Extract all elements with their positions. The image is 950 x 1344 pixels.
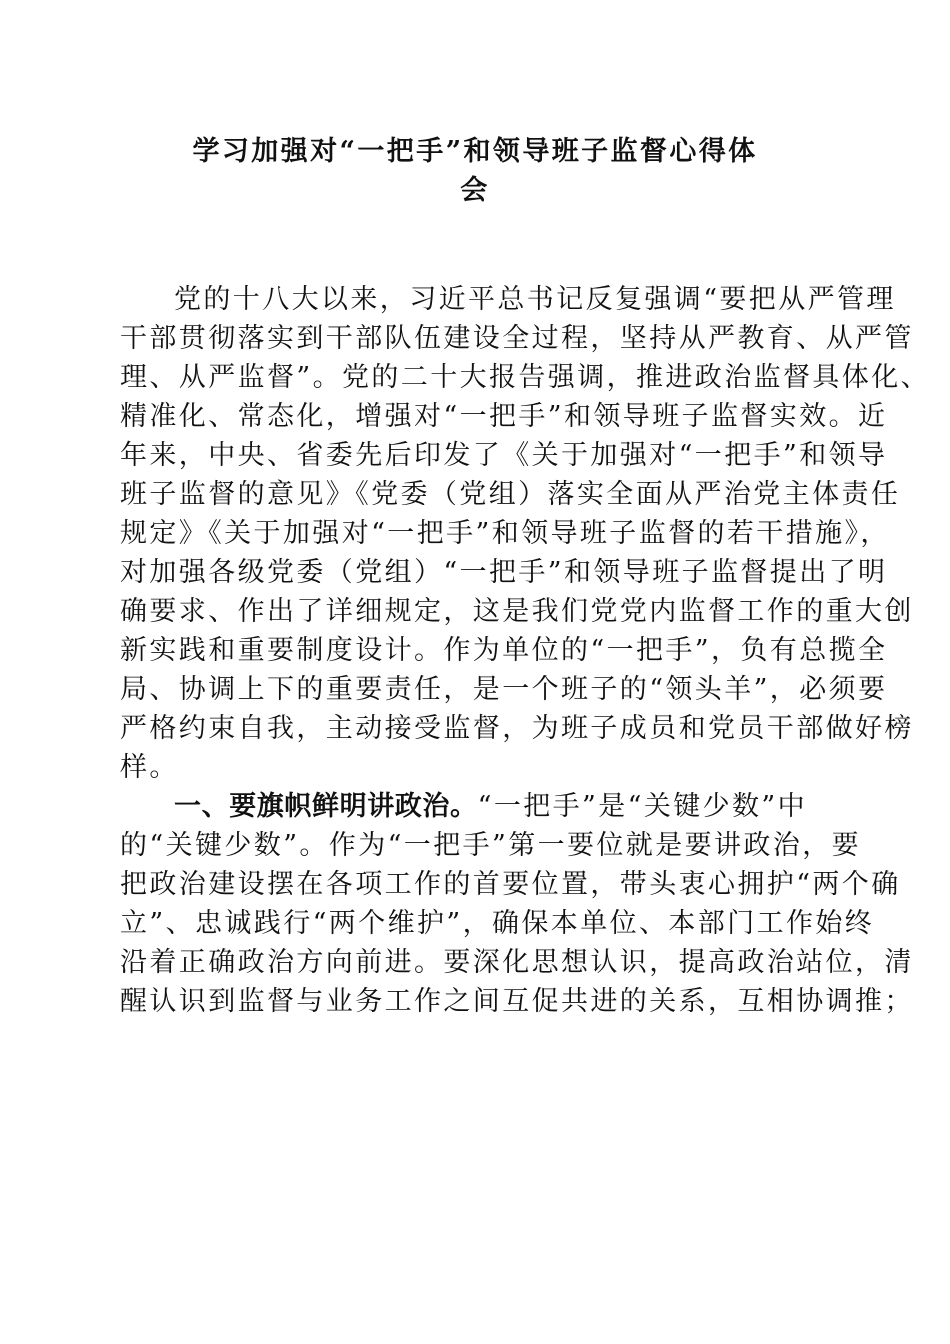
- paragraph-line: 样。: [120, 752, 179, 783]
- paragraph-line: 对加强各级党委（党组）“一把手”和领导班子监督提出了明: [120, 557, 888, 588]
- paragraph-intro: [120, 280, 931, 787]
- paragraph-section-1: [120, 787, 914, 1021]
- paragraph-line: 党的十八大以来，习近平总书记反复强调“要把从严管理: [174, 284, 896, 315]
- paragraph-line: 醒认识到监督与业务工作之间互促共进的关系，互相协调推；: [120, 986, 914, 1017]
- paragraph-line: 把政治建设摆在各项工作的首要位置，带头衷心拥护“两个确: [120, 869, 901, 900]
- paragraph-line: 规定》《关于加强对“一把手”和领导班子监督的若干措施》，: [120, 518, 890, 549]
- paragraph-line: 班子监督的意见》《党委（党组）落实全面从严治党主体责任: [120, 479, 901, 510]
- section-first-line-text: “一把手”是“关键少数”中: [477, 791, 808, 822]
- paragraph-line: 理、从严监督”。党的二十大报告强调，推进政治监督具体化、: [120, 362, 931, 393]
- paragraph-line: 干部贯彻落实到干部队伍建设全过程，坚持从严教育、从严管: [120, 323, 914, 354]
- paragraph-line: 立”、忠诚践行“两个维护”，确保本单位、本部门工作始终: [120, 908, 875, 939]
- title-line: 会: [460, 175, 490, 206]
- paragraph-line: 新实践和重要制度设计。作为单位的“一把手”，负有总揽全: [120, 635, 888, 666]
- paragraph-line: 严格约束自我，主动接受监督，为班子成员和党员干部做好榜: [120, 713, 914, 744]
- document-body: [120, 280, 931, 1021]
- document-title: [115, 132, 835, 210]
- paragraph-line: 局、协调上下的重要责任，是一个班子的“领头羊”，必须要: [120, 674, 888, 705]
- section-heading: 一、要旗帜鲜明讲政治。: [174, 791, 478, 822]
- paragraph-line: 确要求、作出了详细规定，这是我们党党内监督工作的重大创: [120, 596, 914, 627]
- paragraph-line: 沿着正确政治方向前进。要深化思想认识，提高政治站位，清: [120, 947, 914, 978]
- paragraph-line: 的“关键少数”。作为“一把手”第一要位就是要讲政治，要: [120, 830, 862, 861]
- paragraph-line: 精准化、常态化，增强对“一把手”和领导班子监督实效。近: [120, 401, 888, 432]
- title-line: 学习加强对“一把手”和领导班子监督心得体: [192, 136, 758, 167]
- paragraph-line: 年来，中央、省委先后印发了《关于加强对“一把手”和领导: [120, 440, 888, 471]
- section-first-line: [120, 787, 840, 826]
